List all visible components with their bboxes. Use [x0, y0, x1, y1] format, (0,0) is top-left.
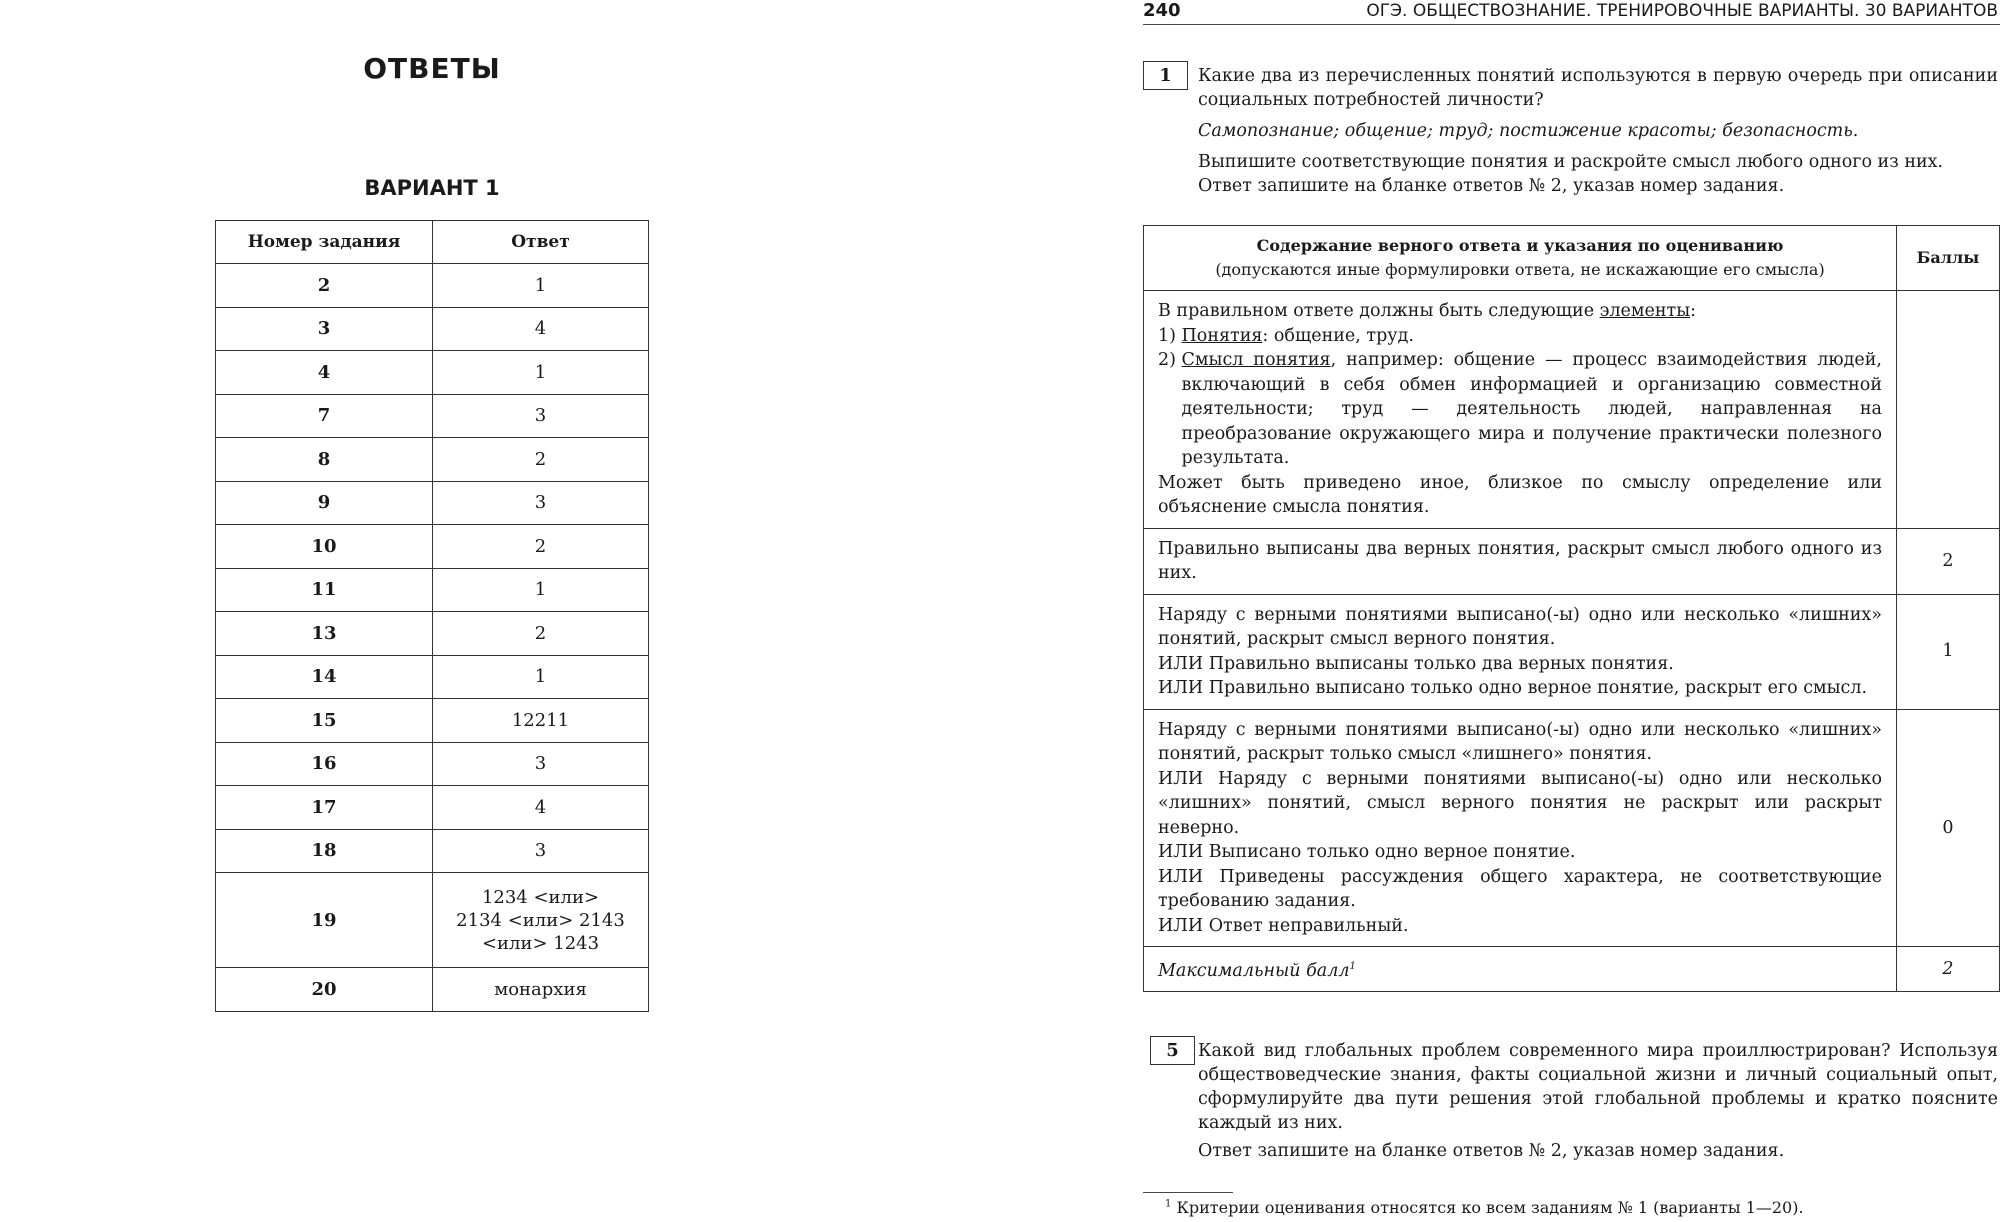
answer-cell: 4	[433, 786, 649, 830]
max-score-row	[1144, 947, 2000, 992]
task-number-cell: 8	[216, 438, 433, 482]
element-1-label: Понятия	[1181, 325, 1263, 346]
task-number-cell: 11	[216, 568, 433, 612]
answer-cell	[433, 873, 649, 968]
table-row	[216, 438, 649, 482]
task5-question: Какой вид глобальных проблем современного мира проиллюстрирован? Используя обществоведческие знания, факты социальной жизни и личный социальный опыт, сформулируйте два пути решения этой глобальной проблемы и кратко поясните каждый из них.	[1198, 1041, 1998, 1133]
table-row	[216, 699, 649, 743]
answers-table	[215, 220, 649, 1012]
table-header-row	[216, 221, 649, 264]
score-cell: 0	[1897, 709, 2000, 947]
column-header-answer: Ответ	[433, 221, 649, 264]
score-cell: 1	[1897, 594, 2000, 709]
task-number-cell: 3	[216, 307, 433, 351]
task-number-cell: 20	[216, 968, 433, 1012]
criteria-line: ИЛИ Выписано только одно верное понятие.	[1158, 842, 1576, 862]
score-cell-empty	[1897, 291, 2000, 529]
task-number-cell: 4	[216, 351, 433, 395]
criteria-header-sub: (допускаются иные формулировки ответа, не искажающие его смысла)	[1215, 260, 1825, 279]
table-row	[216, 968, 649, 1012]
task-number-cell: 15	[216, 699, 433, 743]
table-row	[216, 655, 649, 699]
task1-question: Какие два из перечисленных понятий используются в первую очередь при описании социальных потребностей личности?	[1198, 66, 1998, 110]
criteria-line: ИЛИ Правильно выписано только одно верное понятие, раскрыт его смысл.	[1158, 678, 1868, 698]
table-row	[216, 394, 649, 438]
task1-concepts: Самопознание; общение; труд; постижение красоты; безопасность.	[1198, 121, 1859, 141]
score-header: Баллы	[1897, 226, 2000, 291]
task1-block	[1198, 64, 1998, 198]
answer-line: 1234 <или>	[481, 886, 600, 908]
task-number-cell: 13	[216, 612, 433, 656]
footnote-marker: 1	[1349, 961, 1356, 972]
task-number-box: 5	[1150, 1036, 1195, 1065]
element-2-text: , например: общение — процесс взаимодействия людей, включающий в себя обмен информацией и организацию совместной деятельности; труд — деятельность людей, направленная на преобразование окружающего мира и получение практически полезного результата.	[1181, 350, 1882, 468]
answer-line: 2134 <или> 2143	[456, 909, 625, 931]
answer-cell: 2	[433, 438, 649, 482]
criteria-text	[1144, 528, 1897, 594]
element-1-number: 1)	[1158, 325, 1182, 346]
answer-line: <или> 1243	[481, 932, 600, 954]
score-cell: 2	[1897, 528, 2000, 594]
answer-cell: 2	[433, 525, 649, 569]
table-row	[216, 351, 649, 395]
answer-cell: 1	[433, 568, 649, 612]
footnote-number: 1	[1165, 1198, 1172, 1210]
answer-cell: монархия	[433, 968, 649, 1012]
task-number-cell: 17	[216, 786, 433, 830]
table-row	[216, 481, 649, 525]
criteria-row	[1144, 709, 2000, 947]
answer-intro-colon: :	[1690, 301, 1697, 321]
footnote-rule	[1143, 1192, 1233, 1193]
element-2-label: Смысл понятия	[1181, 350, 1331, 370]
answer-cell: 3	[433, 394, 649, 438]
criteria-line: ИЛИ Наряду с верными понятиями выписано(-ы) одно или несколько «лишних» понятий, смысл верного понятия не раскрыт или раскрыт неверно.	[1158, 768, 1882, 838]
task-number-cell: 16	[216, 742, 433, 786]
answer-cell: 1	[433, 264, 649, 308]
right-page	[1000, 0, 2000, 1222]
criteria-line: Правильно выписаны два верных понятия, раскрыт смысл любого одного из них.	[1158, 538, 1882, 583]
answer-cell: 1	[433, 351, 649, 395]
max-score-value: 2	[1897, 947, 2000, 992]
criteria-line: ИЛИ Ответ неправильный.	[1158, 915, 1409, 936]
criteria-row	[1144, 594, 2000, 709]
task1-instruction: Выпишите соответствующие понятия и раскройте смысл любого одного из них.	[1198, 152, 1944, 172]
table-row	[216, 873, 649, 968]
criteria-header-row	[1144, 226, 2000, 291]
criteria-text	[1144, 709, 1897, 947]
task-number-cell: 2	[216, 264, 433, 308]
other-definition-note: Может быть приведено иное, близкое по смыслу определение или объяснение смысла понятия.	[1158, 472, 1882, 517]
element-1-text: : общение, труд.	[1262, 325, 1414, 346]
task5-answer-note: Ответ запишите на бланке ответов № 2, указав номер задания.	[1198, 1141, 1785, 1161]
element-2-number: 2)	[1158, 350, 1182, 370]
max-score-label: Максимальный балл	[1158, 960, 1350, 981]
answer-cell: 2	[433, 612, 649, 656]
answer-elements-cell	[1144, 291, 1897, 529]
answer-cell: 3	[433, 742, 649, 786]
table-row	[216, 568, 649, 612]
task-number-box: 1	[1143, 61, 1188, 90]
task-number-cell: 7	[216, 394, 433, 438]
table-row	[216, 829, 649, 873]
answer-cell: 4	[433, 307, 649, 351]
answer-cell: 1	[433, 655, 649, 699]
answer-intro: В правильном ответе должны быть следующие	[1158, 301, 1600, 321]
variant-title: ВАРИАНТ 1	[364, 176, 500, 200]
task-number-cell: 10	[216, 525, 433, 569]
page-title: ОТВЕТЫ	[363, 52, 501, 85]
task1-answer-note: Ответ запишите на бланке ответов № 2, указав номер задания.	[1198, 176, 1785, 196]
answer-cell: 3	[433, 829, 649, 873]
footnote-text: Критерии оценивания относятся ко всем заданиям № 1 (варианты 1—20).	[1176, 1198, 1804, 1217]
table-row	[216, 612, 649, 656]
criteria-header	[1144, 226, 1897, 291]
criteria-text	[1144, 594, 1897, 709]
answer-elements-row	[1144, 291, 2000, 529]
column-header-task-number: Номер задания	[216, 221, 433, 264]
task-number-cell: 18	[216, 829, 433, 873]
criteria-line: Наряду с верными понятиями выписано(-ы) одно или несколько «лишних» понятий, раскрыт только смысл «лишнего» понятия.	[1158, 719, 1882, 764]
table-row	[216, 742, 649, 786]
table-row	[216, 786, 649, 830]
criteria-table	[1143, 225, 2000, 992]
footnote	[1165, 1198, 1804, 1217]
criteria-row	[1144, 528, 2000, 594]
criteria-header-main: Содержание верного ответа и указания по оцениванию	[1256, 236, 1784, 255]
running-head: ОГЭ. ОБЩЕСТВОЗНАНИЕ. ТРЕНИРОВОЧНЫЕ ВАРИАНТЫ. 30 ВАРИАНТОВ	[1366, 1, 1998, 21]
max-score-label-cell	[1144, 947, 1897, 992]
answer-cell: 3	[433, 481, 649, 525]
criteria-line: Наряду с верными понятиями выписано(-ы) одно или несколько «лишних» понятий, раскрыт смысл верного понятия.	[1158, 604, 1882, 649]
table-row	[216, 307, 649, 351]
criteria-line: ИЛИ Правильно выписаны только два верных понятия.	[1158, 653, 1674, 674]
header-rule	[1143, 24, 2000, 25]
task-number-cell: 19	[216, 873, 433, 968]
answer-intro-underlined: элементы	[1599, 301, 1691, 321]
criteria-line: ИЛИ Приведены рассуждения общего характера, не соответствующие требованию задания.	[1158, 866, 1882, 911]
table-row	[216, 525, 649, 569]
task-number-cell: 14	[216, 655, 433, 699]
page-number: 240	[1143, 0, 1181, 21]
table-row	[216, 264, 649, 308]
task-number-cell: 9	[216, 481, 433, 525]
answer-cell: 12211	[433, 699, 649, 743]
task5-block	[1198, 1039, 1998, 1163]
